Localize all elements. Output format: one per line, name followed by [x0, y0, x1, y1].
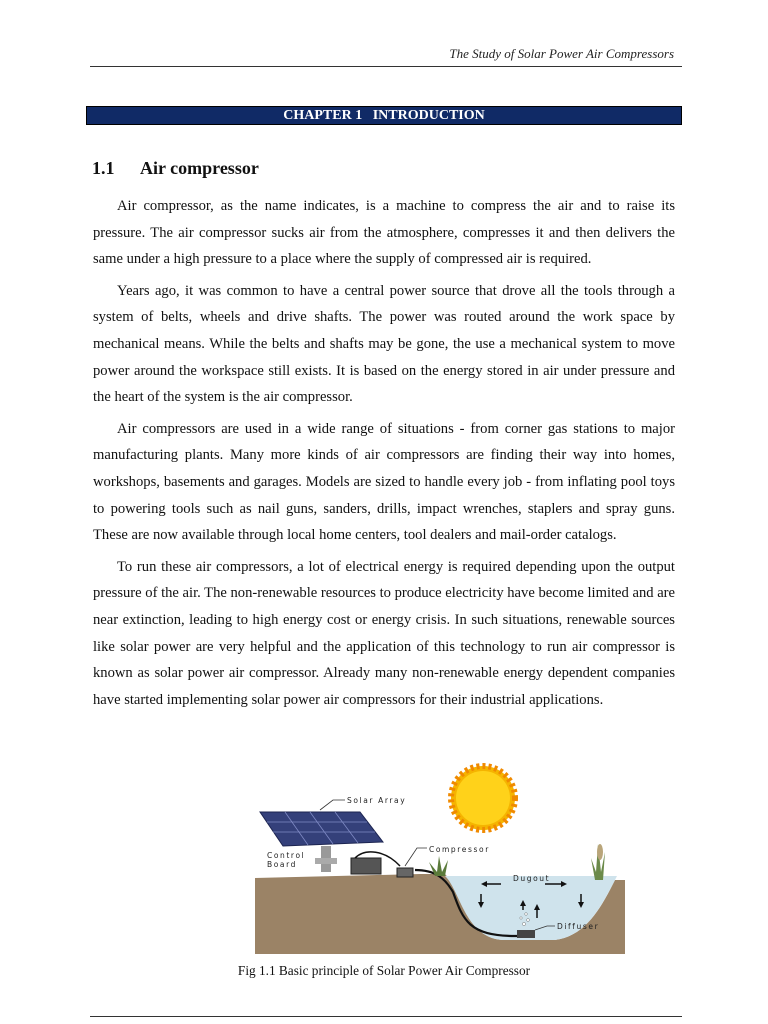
reeds-right	[591, 844, 605, 880]
paragraph: Air compressors are used in a wide range of situations - from corner gas stations to major manufacturing plants. Many more kinds of air compressors are finding their way into homes, workshops, basements and garages. Models are sized to handle every job - from inflating pool toys to powering tools such as nail guns, sanders, drills, impact wrenches, staplers and spray guns. These are now available through local home centers, tool dealers and mail-order catalogs.	[93, 420, 675, 544]
label-solar-array: Solar Array	[347, 796, 407, 805]
header-rule	[90, 66, 682, 67]
label-dugout: Dugout	[513, 874, 551, 883]
paragraph: Air compressor, as the name indicates, is a machine to compress the air and to raise its pressure. The air compressor sucks air from the atmosphere, compresses it and then delivers the same under a high pressure to a place where the supply of compressed air is required.	[93, 198, 675, 268]
diffuser-unit	[517, 930, 535, 938]
compressor-unit	[397, 868, 413, 877]
figure-caption: Fig 1.1 Basic principle of Solar Power Air Compressor	[237, 963, 531, 978]
paragraph: To run these air compressors, a lot of electrical energy is required depending upon the output pressure of the air. The non-renewable resources to produce electricity have become limited and are near extinction, leading to high energy cost or energy crisis. In such situations, renewable sources like solar power are very helpful and the application of this technology to run air compressor is known as solar power air compressor. Already many non-renewable energy dependent companies have started implementing solar power air compressors for their industrial applications.	[93, 558, 676, 708]
label-compressor: Compressor	[429, 845, 490, 854]
footer-rule	[90, 1016, 682, 1017]
section-heading	[92, 158, 259, 179]
solar-compressor-figure	[255, 760, 625, 958]
body-text	[93, 193, 675, 718]
running-header: The Study of Solar Power Air Compressors	[449, 46, 674, 61]
section-title: Air compressor	[140, 158, 259, 178]
control-board	[351, 858, 381, 874]
label-control-line1: Control	[267, 851, 306, 860]
chapter-title-bar: CHAPTER 1 INTRODUCTION	[86, 106, 682, 125]
paragraph: Years ago, it was common to have a central power source that drove all the tools through a system of belts, wheels and drive shafts. The power was routed around the work space by mechanical means. While the belts and shafts may be gone, the use a mechanical system to move power around the workspace still exists. It is based on the energy stored in air under pressure and the heart of the system is the air compressor.	[93, 282, 675, 406]
sun-icon	[451, 766, 515, 830]
label-diffuser: Diffuser	[557, 922, 600, 931]
section-number: 1.1	[92, 158, 115, 178]
label-control-line2: Board	[267, 860, 298, 869]
